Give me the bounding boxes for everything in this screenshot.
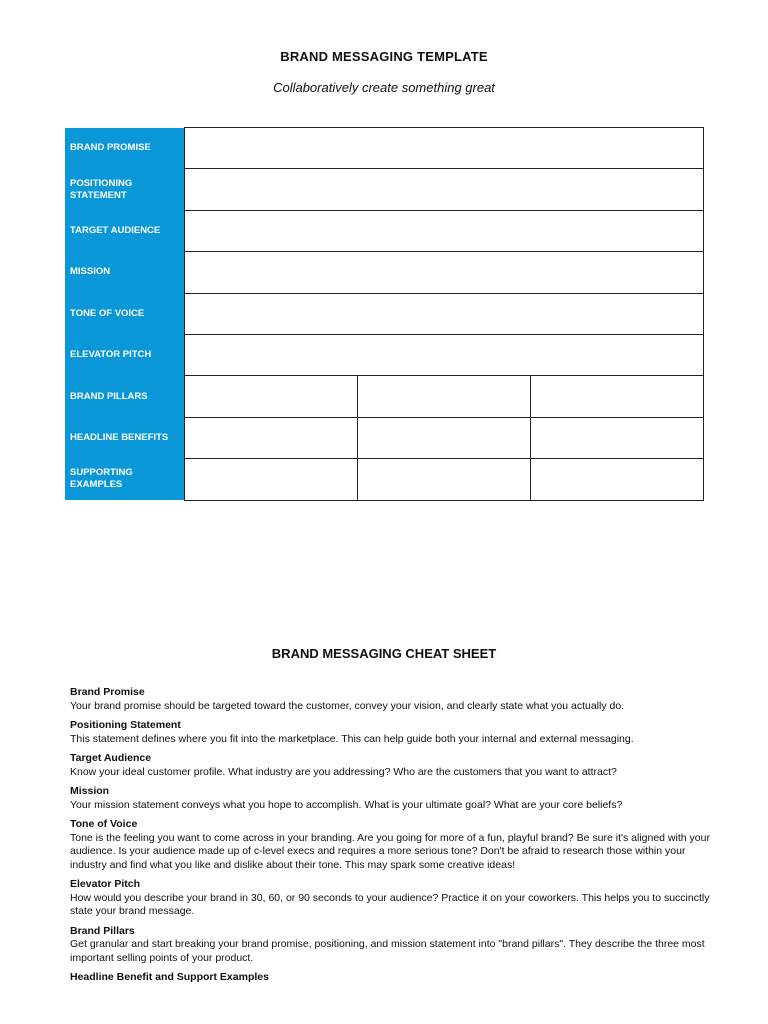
cheat-sheet-section bbox=[70, 785, 710, 812]
section-heading: Target Audience bbox=[70, 752, 152, 764]
template-row bbox=[65, 293, 704, 334]
row-label: BRAND PILLARS bbox=[65, 376, 185, 417]
cheat-sheet-section bbox=[70, 878, 710, 919]
section-body: Your brand promise should be targeted toward the customer, convey your vision, and clearly state what you actually do. bbox=[70, 699, 625, 712]
entry-cell[interactable] bbox=[185, 169, 704, 210]
template-row bbox=[65, 334, 704, 375]
entry-cell[interactable] bbox=[185, 128, 704, 169]
template-row bbox=[65, 417, 704, 458]
entry-cell[interactable] bbox=[531, 376, 704, 417]
cheat-sheet-title: BRAND MESSAGING CHEAT SHEET bbox=[271, 646, 497, 661]
template-row bbox=[65, 210, 704, 251]
entry-cell[interactable] bbox=[185, 293, 704, 334]
cheat-sheet-section bbox=[70, 686, 710, 713]
entry-cell[interactable] bbox=[185, 417, 358, 458]
entry-cell[interactable] bbox=[185, 376, 358, 417]
section-body: Know your ideal customer profile. What industry are you addressing? Who are the customers that you want to attract? bbox=[70, 765, 617, 778]
row-label: ELEVATOR PITCH bbox=[65, 334, 185, 375]
template-row bbox=[65, 128, 704, 169]
section-body: Get granular and start breaking your brand promise, positioning, and mission statement into "brand pillars". They describe the three most important selling points of your product. bbox=[70, 938, 705, 964]
entry-cell[interactable] bbox=[185, 459, 358, 500]
section-heading: Positioning Statement bbox=[70, 719, 181, 731]
entry-cell[interactable] bbox=[185, 252, 704, 293]
brand-messaging-table bbox=[65, 127, 704, 501]
template-row bbox=[65, 459, 704, 500]
document-title: BRAND MESSAGING TEMPLATE bbox=[280, 49, 488, 64]
template-row bbox=[65, 252, 704, 293]
row-label: HEADLINE BENEFITS bbox=[65, 417, 185, 458]
row-label: BRAND PROMISE bbox=[65, 128, 185, 169]
cut-off-heading: Headline Benefit and Support Examples bbox=[70, 971, 269, 983]
row-label: TONE OF VOICE bbox=[65, 293, 185, 334]
template-row bbox=[65, 169, 704, 210]
entry-cell[interactable] bbox=[531, 459, 704, 500]
section-body: Your mission statement conveys what you hope to accomplish. What is your ultimate goal? What are your core beliefs? bbox=[70, 798, 623, 811]
entry-cell[interactable] bbox=[358, 459, 531, 500]
row-label: POSITIONING STATEMENT bbox=[65, 169, 185, 210]
row-label: MISSION bbox=[65, 252, 185, 293]
section-body: This statement defines where you fit into the marketplace. This can help guide both your internal and external messaging. bbox=[70, 732, 634, 745]
cheat-sheet-section bbox=[70, 719, 710, 746]
entry-cell[interactable] bbox=[358, 417, 531, 458]
section-heading: Tone of Voice bbox=[70, 818, 138, 830]
cheat-sheet-section bbox=[70, 752, 710, 779]
section-heading: Brand Pillars bbox=[70, 924, 135, 937]
row-label: TARGET AUDIENCE bbox=[65, 210, 185, 251]
template-row bbox=[65, 376, 704, 417]
entry-cell[interactable] bbox=[531, 417, 704, 458]
section-heading: Elevator Pitch bbox=[70, 878, 141, 890]
entry-cell[interactable] bbox=[185, 334, 704, 375]
section-heading: Mission bbox=[70, 785, 110, 797]
entry-cell[interactable] bbox=[358, 376, 531, 417]
cheat-sheet-section bbox=[70, 818, 710, 872]
document-subtitle: Collaboratively create something great bbox=[273, 80, 495, 95]
cheat-sheet-sections bbox=[70, 686, 710, 985]
cheat-sheet-section bbox=[70, 925, 710, 966]
entry-cell[interactable] bbox=[185, 210, 704, 251]
row-label: SUPPORTING EXAMPLES bbox=[65, 459, 185, 500]
section-heading: Brand Promise bbox=[70, 686, 145, 698]
section-body: Tone is the feeling you want to come across in your branding. Are you going for more of a fun, playful brand? Be sure it's aligned with your audience. Is your audience made up of c-level execs and requires a more serious tone? Don't be afraid to research those within your industry and find what you like and dislike about their tone. This may spark some creative ideas! bbox=[70, 831, 710, 871]
section-body: How would you describe your brand in 30, 60, or 90 seconds to your audience? Practice it on your coworkers. This helps you to succinctly state your brand message. bbox=[70, 891, 710, 917]
